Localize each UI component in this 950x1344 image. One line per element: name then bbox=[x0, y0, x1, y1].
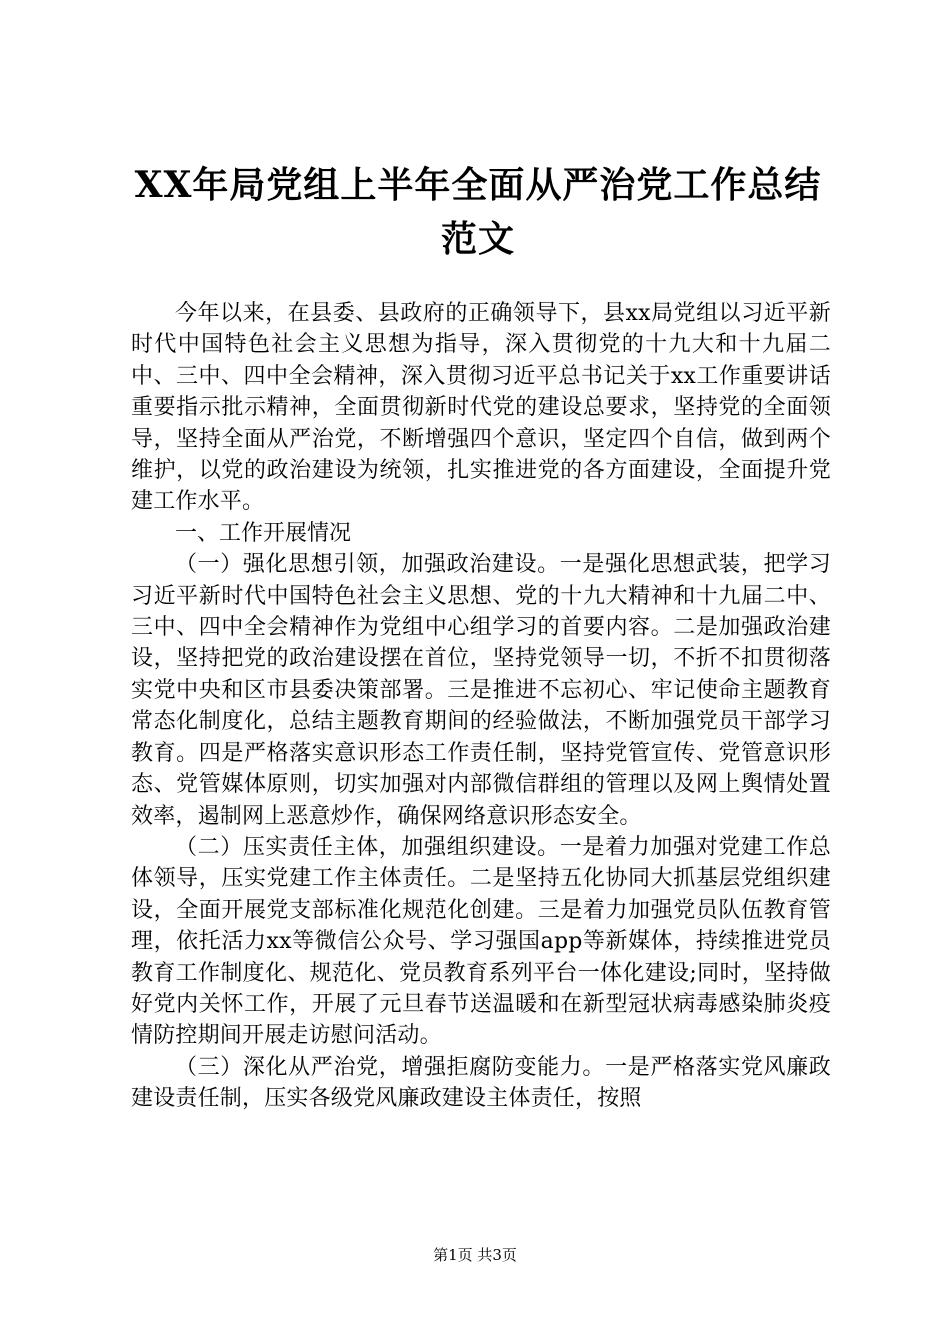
paragraph-intro: 今年以来，在县委、县政府的正确领导下，县xx局党组以习近平新时代中国特色社会主义思想为指导，深入贯彻党的十九大和十九届二中、三中、四中全会精神，深入贯彻习近平总书记关于xx工作重要讲话重要指示批示精神，全面贯彻新时代党的建设总要求，坚持党的全面领导，坚持全面从严治党，不断增强四个意识，坚定四个自信，做到两个维护，以党的政治建设为统领，扎实推进党的各方面建设，全面提升党建工作水平。 bbox=[131, 301, 831, 515]
paragraph-political-building: （一）强化思想引领，加强政治建设。一是强化思想武装，把学习习近平新时代中国特色社会主义思想、党的十九大精神和十九届二中、三中、四中全会精神作为党组中心组学习的首要内容。二是加强政治建设，坚持把党的政治建设摆在首位，坚持党领导一切，不折不扣贯彻落实党中央和区市县委决策部署。三是推进不忘初心、牢记使命主题教育常态化制度化，总结主题教育期间的经验做法，不断加强党员干部学习教育。四是严格落实意识形态工作责任制，坚持党管宣传、党管意识形态、党管媒体原则，切实加强对内部微信群组的管理以及网上舆情处置效率，遏制网上恶意炒作，确保网络意识形态安全。 bbox=[131, 552, 831, 829]
document-title: XX年局党组上半年全面从严治党工作总结范文 bbox=[134, 164, 822, 260]
page-number: 第1页 共3页 bbox=[433, 1246, 517, 1264]
section-heading-work-progress: 一、工作开展情况 bbox=[175, 520, 352, 546]
paragraph-organization-building: （二）压实责任主体，加强组织建设。一是着力加强对党建工作总体领导，压实党建工作主体责任。二是坚持五化协同大抓基层党组织建设，全面开展党支部标准化规范化创建。三是着力加强党员队伍教育管理，依托活力xx等微信公众号、学习强国app等新媒体，持续推进党员教育工作制度化、规范化、党员教育系列平台一体化建设;同时，坚持做好党内关怀工作，开展了元旦春节送温暖和在新型冠状病毒感染肺炎疫情防控期间开展走访慰问活动。 bbox=[131, 834, 831, 1049]
paragraph-strict-governance: （三）深化从严治党，增强拒腐防变能力。一是严格落实党风廉政建设责任制，压实各级党风廉政建设主体责任，按照 bbox=[131, 1054, 831, 1112]
document-body bbox=[131, 298, 831, 1115]
